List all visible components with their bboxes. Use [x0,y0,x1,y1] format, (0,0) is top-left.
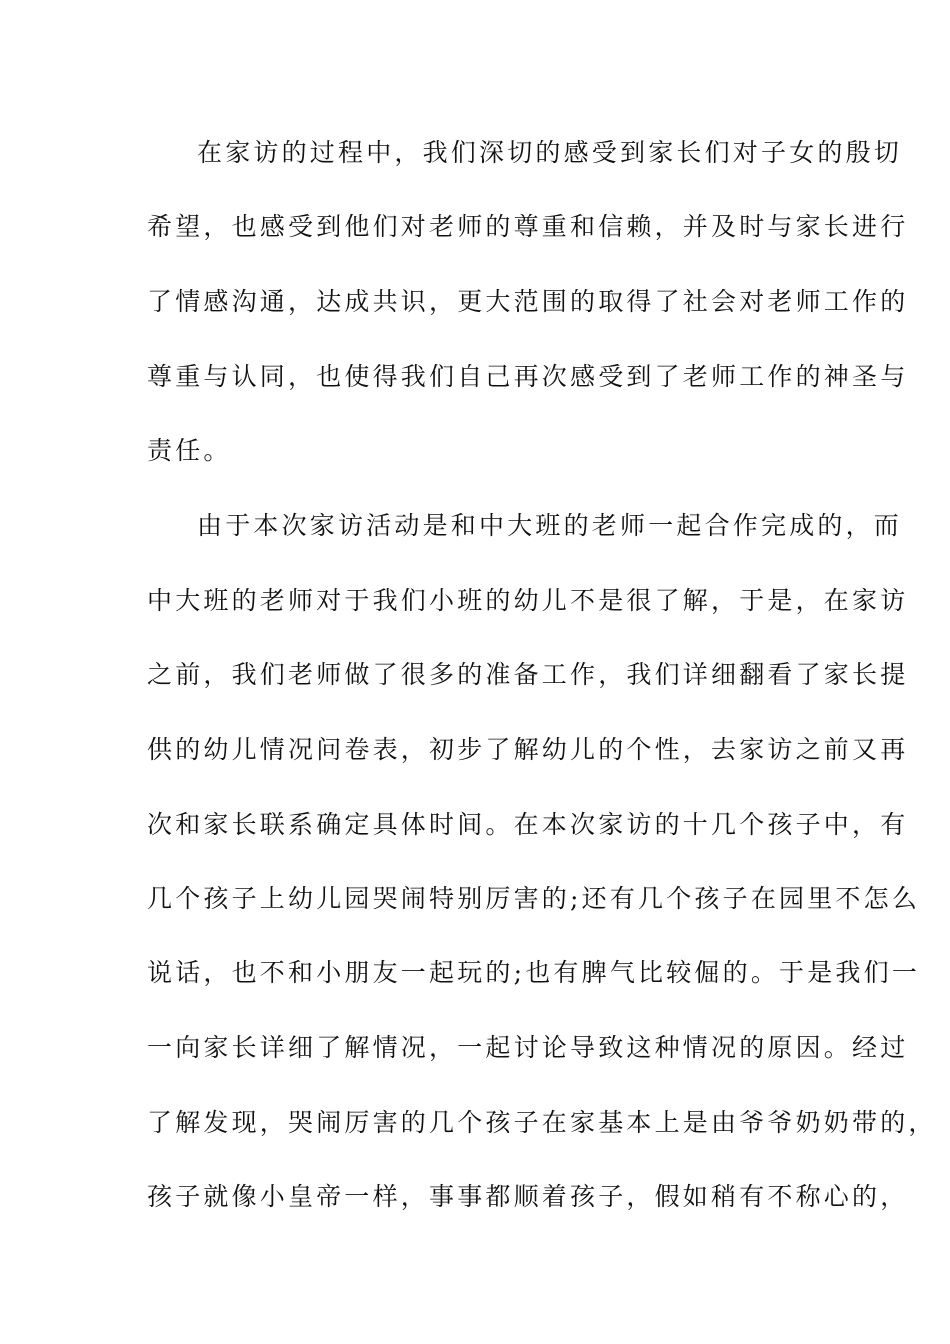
paragraph-2-line-3: 之前，我们老师做了很多的准备工作，我们详细翻看了家长提 [147,660,909,689]
paragraph-2-line-9: 了解发现，哭闹厉害的几个孩子在家基本上是由爷爷奶奶带的， [147,1108,937,1137]
paragraph-1-line-3: 了情感沟通，达成共识，更大范围的取得了社会对老师工作的 [147,287,909,316]
paragraph-2-line-6: 几个孩子上幼儿园哭闹特别厉害的;还有几个孩子在园里不怎么 [147,884,921,913]
paragraph-1-line-2: 希望，也感受到他们对老师的尊重和信赖，并及时与家长进行 [147,212,909,241]
paragraph-2-line-5: 次和家长联系确定具体时间。在本次家访的十几个孩子中，有 [147,810,909,839]
paragraph-1-line-5: 责任。 [147,436,232,465]
paragraph-2-line-1: 由于本次家访活动是和中大班的老师一起合作完成的，而 [197,511,903,540]
paragraph-2-line-8: 一向家长详细了解情况，一起讨论导致这种情况的原因。经过 [147,1033,909,1062]
paragraph-2-line-4: 供的幼儿情况问卷表，初步了解幼儿的个性，去家访之前又再 [147,735,909,764]
paragraph-2-line-10: 孩子就像小皇帝一样，事事都顺着孩子，假如稍有不称心的， [147,1182,909,1211]
paragraph-2-line-7: 说话，也不和小朋友一起玩的;也有脾气比较倔的。于是我们一 [147,958,921,987]
paragraph-1-line-1: 在家访的过程中，我们深切的感受到家长们对子女的殷切 [197,138,903,167]
paragraph-1-line-4: 尊重与认同，也使得我们自己再次感受到了老师工作的神圣与 [147,362,909,391]
paragraph-2-line-2: 中大班的老师对于我们小班的幼儿不是很了解，于是，在家访 [147,586,909,615]
